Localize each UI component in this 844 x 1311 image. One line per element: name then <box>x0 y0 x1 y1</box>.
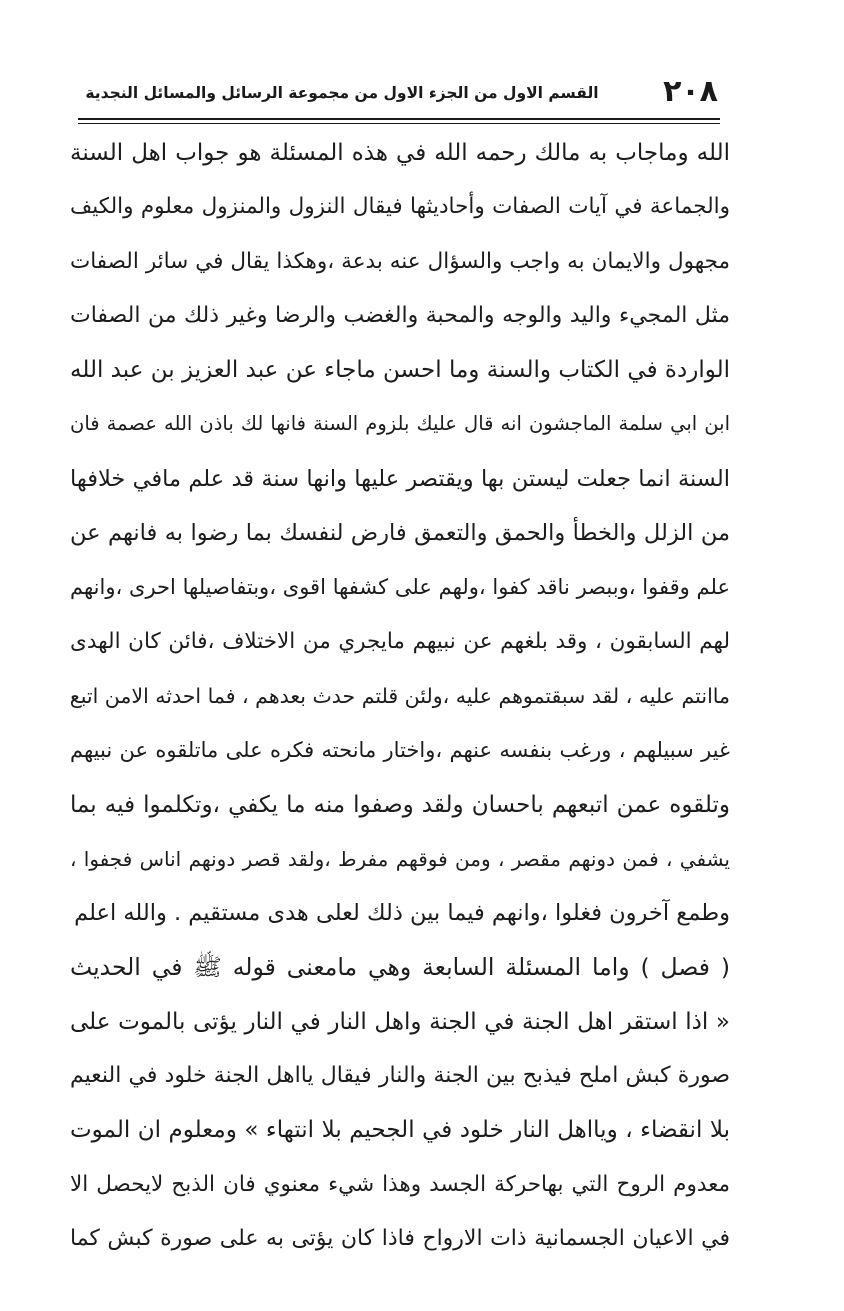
text-line: يشفي ، فمن دونهم مقصر ، ومن فوقهم مفرط ،ولقد قصر دونهم اناس فجفوا ، <box>70 846 730 871</box>
text-line: « اذا استقر اهل الجنة في الجنة واهل النار في النار يؤتى بالموت على <box>70 1008 730 1035</box>
text-line: من الزلل والخطأ والحمق والتعمق فارض لنفسك بما رضوا به فانهم عن <box>70 520 730 547</box>
text-line: وتلقوه عمن اتبعهم باحسان ولقد وصفوا منه ما يكفي ،وتكلموا فيه بما <box>70 791 730 818</box>
section-heading-line: ( فصل ) واما المسئلة السابعة وهي مامعنى قوله ﷺ في الحديث <box>70 953 730 982</box>
page-number: ٢٠٨ <box>663 74 718 109</box>
running-title: القسم الاول من الجزء الاول من مجموعة الرسائل والمسائل النجدية <box>85 84 599 102</box>
text-line: والجماعة في آيات الصفات وأحاديثها فيقال النزول والمنزول معلوم والكيف <box>70 194 730 220</box>
text-line: معدوم الروح التي بهاحركة الجسد وهذا شيء معنوي فان الذبح لايحصل الا <box>70 1171 730 1197</box>
text-line: في الاعيان الجسمانية ذات الارواح فاذا كان يؤتى به على صورة كبش كما <box>70 1225 730 1251</box>
text-line: بلا انقضاء ، ويااهل النار خلود في الجحيم بلا انتهاء » ومعلوم ان الموت <box>70 1117 730 1144</box>
text-line: مجهول والايمان به واجب والسؤال عنه بدعة ،وهكذا يقال في سائر الصفات <box>70 248 730 274</box>
text-line: غير سبيلهم ، ورغب بنفسه عنهم ،واختار مانحته فكره على ماتلقوه عن نبيهم <box>70 738 730 763</box>
text-line: صورة كبش املح فيذبح بين الجنة والنار فيقال يااهل الجنة خلود في النعيم <box>70 1063 730 1089</box>
text-line: ابن ابي سلمة الماجشون انه قال عليك بلزوم السنة فانها لك باذن الله عصمة فان <box>70 412 730 436</box>
text-line: علم وقفوا ،وببصر ناقد كفوا ،ولهم على كشفها اقوى ،وبتفاصيلها احرى ،وانهم <box>70 575 730 600</box>
header-rule-thin <box>78 123 720 124</box>
text-line: الله وماجاب به مالك رحمه الله في هذه المسئلة هو جواب اهل السنة <box>70 140 730 166</box>
page-header <box>78 68 718 116</box>
header-rule <box>78 118 720 120</box>
text-line: مثل المجيء واليد والوجه والمحبة والغضب والرضا وغير ذلك من الصفات <box>70 302 730 328</box>
text-line: لهم السابقون ، وقد بلغهم عن نبيهم مايجري من الاختلاف ،فائن كان الهدى <box>70 628 730 654</box>
text-line: ماانتم عليه ، لقد سبقتموهم عليه ،ولئن قلتم حدث بعدهم ، فما احدثه الامن اتبع <box>70 683 730 708</box>
paragraph-end-line: وطمع آخرون فغلوا ،وانهم فيما بين ذلك لعلى هدى مستقيم . والله اعلم <box>74 900 730 927</box>
text-line: الواردة في الكتاب والسنة وما احسن ماجاء عن عبد العزيز بن عبد الله <box>70 357 730 384</box>
text-line: السنة انما جعلت ليستن بها ويقتصر عليها وانها سنة قد علم مافي خلافها <box>70 465 730 492</box>
body-text <box>70 126 730 1266</box>
